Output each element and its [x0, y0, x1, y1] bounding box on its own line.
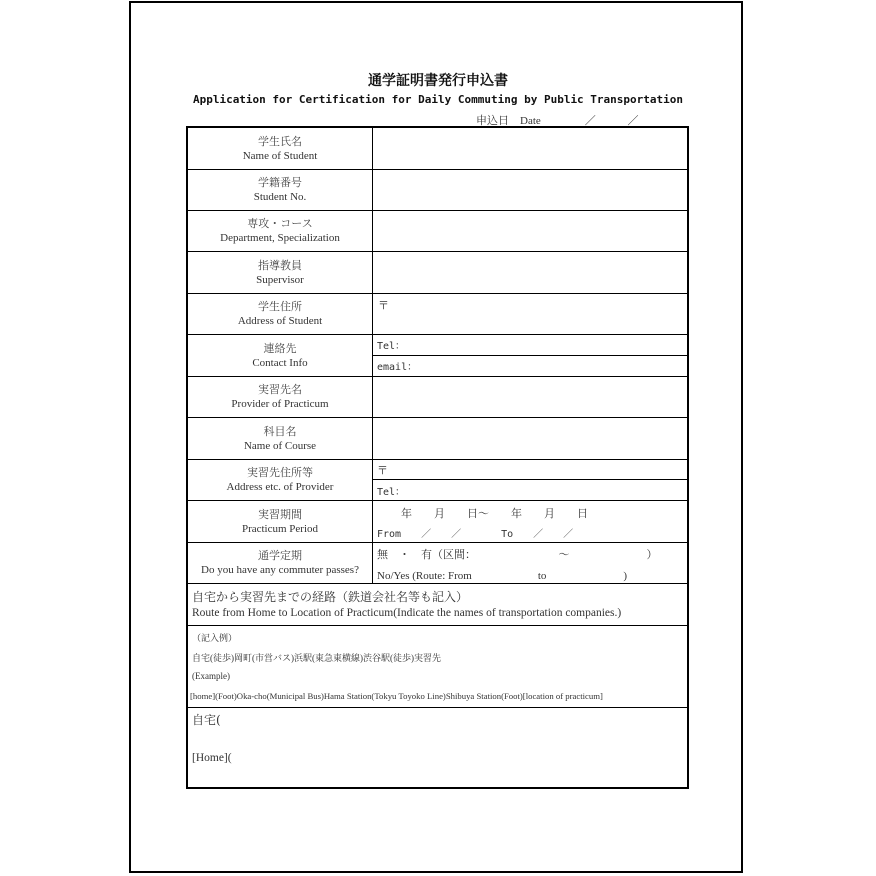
label-course [188, 418, 373, 459]
date-separator-2: ／ [627, 115, 639, 127]
row-commuter-pass [188, 543, 687, 584]
period-field[interactable] [373, 501, 687, 542]
address-field[interactable] [373, 294, 687, 334]
label-en: Practicum Period [241, 522, 319, 535]
tel-field[interactable] [373, 335, 687, 356]
label-provider [188, 377, 373, 417]
row-route-example [188, 626, 687, 708]
home-route-en: [Home]( [192, 752, 232, 764]
label-provider-address [188, 460, 373, 500]
row-student-no [188, 170, 687, 211]
provider-tel-field[interactable] [373, 480, 687, 500]
label-ja: 科目名 [263, 424, 297, 438]
commuter-pass-field[interactable] [373, 543, 687, 583]
label-contact [188, 335, 373, 376]
label-supervisor [188, 252, 373, 293]
email-field[interactable] [373, 356, 687, 377]
row-period [188, 501, 687, 543]
student-no-field[interactable] [373, 170, 687, 210]
label-ja: 連絡先 [263, 341, 297, 355]
provider-address-field [373, 460, 687, 500]
application-form [186, 126, 689, 789]
label-ja: 学籍番号 [258, 176, 302, 189]
student-name-field[interactable] [373, 128, 687, 169]
label-address [188, 294, 373, 334]
postal-mark: 〒 [377, 463, 388, 477]
tel-label: Tel： [377, 341, 406, 353]
label-ja: 専攻・コース [247, 217, 313, 230]
label-en: Address of Student [237, 315, 323, 327]
course-field[interactable] [373, 418, 687, 459]
label-ja: 通学定期 [258, 549, 302, 562]
route-heading-ja: 自宅から実習先までの経路（鉄道会社名等も記入） [192, 590, 469, 604]
row-department [188, 211, 687, 252]
label-en: Name of Course [243, 439, 317, 452]
label-period [188, 501, 373, 542]
date-separator-1: ／ [584, 115, 596, 127]
label-en: Provider of Practicum [231, 398, 329, 410]
label-en: Contact Info [252, 356, 308, 369]
label-ja: 実習先住所等 [247, 466, 313, 479]
label-ja: 指導教員 [258, 258, 302, 272]
route-entry-field[interactable] [188, 708, 687, 787]
label-ja: 学生住所 [258, 300, 302, 313]
period-en-line: From ／ ／ To ／ ／ [377, 529, 574, 540]
row-route-heading [188, 584, 687, 626]
label-en: Student No. [253, 191, 307, 203]
provider-postal-field[interactable] [373, 460, 687, 480]
row-supervisor [188, 252, 687, 294]
label-en: Do you have any commuter passes? [201, 564, 359, 576]
label-student-name [188, 128, 373, 169]
provider-field[interactable] [373, 377, 687, 417]
department-field[interactable] [373, 211, 687, 251]
label-ja: 学生氏名 [258, 134, 302, 148]
example-ja: 自宅(徒歩)岡町(市営バス)浜駅(東急東横線)渋谷駅(徒歩)実習先 [192, 653, 441, 663]
pass-en-line: No/Yes (Route: From to ) [377, 570, 628, 582]
supervisor-field[interactable] [373, 252, 687, 293]
email-label: email： [377, 362, 418, 374]
route-heading-en: Route from Home to Location of Practicum(Indicate the names of transportation companies.) [192, 607, 622, 619]
label-department [188, 211, 373, 251]
example-en: [home](Foot)Oka-cho(Municipal Bus)Hama Station(Tokyu Toyoko Line)Shibuya Station(Foot)[location of practicum] [190, 691, 603, 701]
label-en: Supervisor [256, 273, 304, 286]
row-provider-address [188, 460, 687, 501]
date-label: 申込日 Date [476, 115, 541, 127]
home-route-ja: 自宅( [192, 713, 221, 727]
title-japanese: 通学証明書発行申込書 [368, 73, 508, 89]
row-address [188, 294, 687, 335]
row-student-name [188, 128, 687, 170]
postal-mark: 〒 [378, 299, 389, 312]
label-commuter-pass [188, 543, 373, 583]
pass-ja-line: 無 ・ 有（区間： ～ ） [377, 548, 658, 561]
example-ja-label: （記入例） [192, 633, 238, 643]
period-ja-line: 年 月 日～ 年 月 日 [401, 507, 588, 520]
label-en: Department, Specialization [220, 232, 340, 244]
label-en: Name of Student [242, 149, 318, 162]
title-english: Application for Certification for Daily Commuting by Public Transportation [192, 93, 684, 106]
example-en-label: (Example) [192, 671, 230, 681]
label-ja: 実習先名 [258, 383, 302, 396]
label-en: Address etc. of Provider [226, 481, 334, 493]
label-student-no [188, 170, 373, 210]
contact-field [373, 335, 687, 376]
row-course [188, 418, 687, 460]
label-ja: 実習期間 [258, 507, 302, 521]
row-contact [188, 335, 687, 377]
row-provider [188, 377, 687, 418]
tel-label: Tel： [377, 486, 406, 498]
